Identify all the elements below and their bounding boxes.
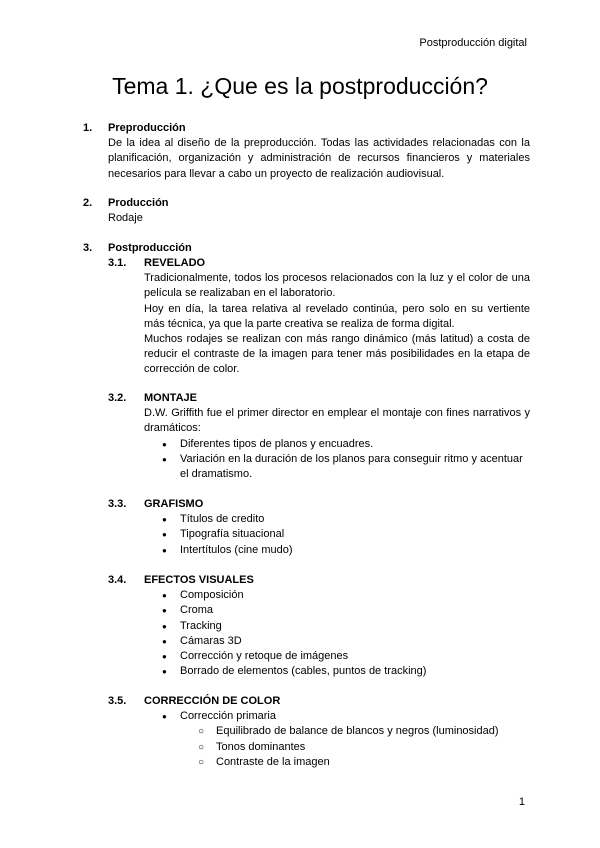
subsection-number: 3.5.	[108, 695, 127, 707]
paragraph: Muchos rodajes se realizan con más rango dinámico (más latitud) a costa de reducir el contraste de la imagen para tener más posibilidades en la etapa de corrección de color.	[144, 333, 530, 376]
section-heading: Postproducción	[108, 242, 192, 254]
list-item: ● Cámaras 3D	[162, 634, 530, 649]
subsection-heading: GRAFISMO	[144, 498, 204, 510]
list-item-label: Corrección primaria	[180, 710, 276, 723]
subsection-heading: EFECTOS VISUALES	[144, 574, 254, 586]
list-item: ● Tracking	[162, 619, 530, 634]
section-number: 2.	[83, 197, 93, 209]
subsection-number: 3.2.	[108, 392, 127, 404]
subsection-heading: REVELADO	[144, 257, 206, 269]
section-heading: Producción	[108, 197, 169, 209]
subsection-montaje	[108, 391, 530, 482]
subsection-correccion-color	[108, 694, 530, 770]
list-item: ● Composición	[162, 588, 530, 603]
subsection-number: 3.3.	[108, 498, 127, 510]
section-text: De la idea al diseño de la preproducción. Todas las actividades relacionadas con la planificación, organización y administración de recursos financieros y materiales necesarios para llevar a cabo un proyecto de realización audiovisual.	[108, 137, 530, 180]
sub-list-item: ○ Equilibrado de balance de blancos y negros (luminosidad)	[198, 724, 530, 739]
subsection-heading: CORRECCIÓN DE COLOR	[144, 695, 281, 707]
list-item: ● Corrección y retoque de imágenes	[162, 649, 530, 664]
list-item: ● Intertítulos (cine mudo)	[162, 543, 530, 558]
section-produccion	[83, 196, 530, 226]
sub-list-item: ○ Tonos dominantes	[198, 740, 530, 755]
list-item	[162, 709, 530, 770]
section-heading: Preproducción	[108, 122, 186, 134]
section-preproduccion	[83, 121, 530, 182]
section-postproduccion	[83, 241, 530, 256]
subsection-efectos-visuales	[108, 573, 530, 679]
subsection-heading: MONTAJE	[144, 392, 197, 404]
page-number: 1	[518, 796, 525, 808]
list-item: ● Diferentes tipos de planos y encuadres.	[162, 437, 530, 452]
list-item: ● Títulos de credito	[162, 512, 530, 527]
list-item: ● Variación en la duración de los planos para conseguir ritmo y acentuar el dramatismo.	[162, 452, 530, 482]
paragraph: Hoy en día, la tarea relativa al revelado continúa, pero solo en su vertiente más técnica, ya que la parte creativa se realiza de forma digital.	[144, 302, 530, 330]
subsection-number: 3.1.	[108, 257, 127, 269]
section-text: Rodaje	[108, 212, 143, 225]
subsection-grafismo	[108, 497, 530, 558]
section-number: 3.	[83, 242, 93, 254]
list-item: ● Borrado de elementos (cables, puntos de tracking)	[162, 664, 530, 679]
list-item: ● Croma	[162, 603, 530, 618]
page-header: Postproducción digital	[419, 37, 527, 49]
list-item: ● Tipografía situacional	[162, 527, 530, 542]
page-title: Tema 1. ¿Que es la postproducción?	[112, 73, 488, 99]
section-number: 1.	[83, 122, 93, 134]
sub-list-item: ○ Contraste de la imagen	[198, 755, 530, 770]
paragraph: Tradicionalmente, todos los procesos relacionados con la luz y el color de una película se realizaban en el laboratorio.	[144, 272, 530, 300]
subsection-number: 3.4.	[108, 574, 127, 586]
paragraph: D.W. Griffith fue el primer director en emplear el montaje con fines narrativos y dramáticos:	[144, 407, 530, 435]
subsection-revelado	[108, 256, 530, 378]
